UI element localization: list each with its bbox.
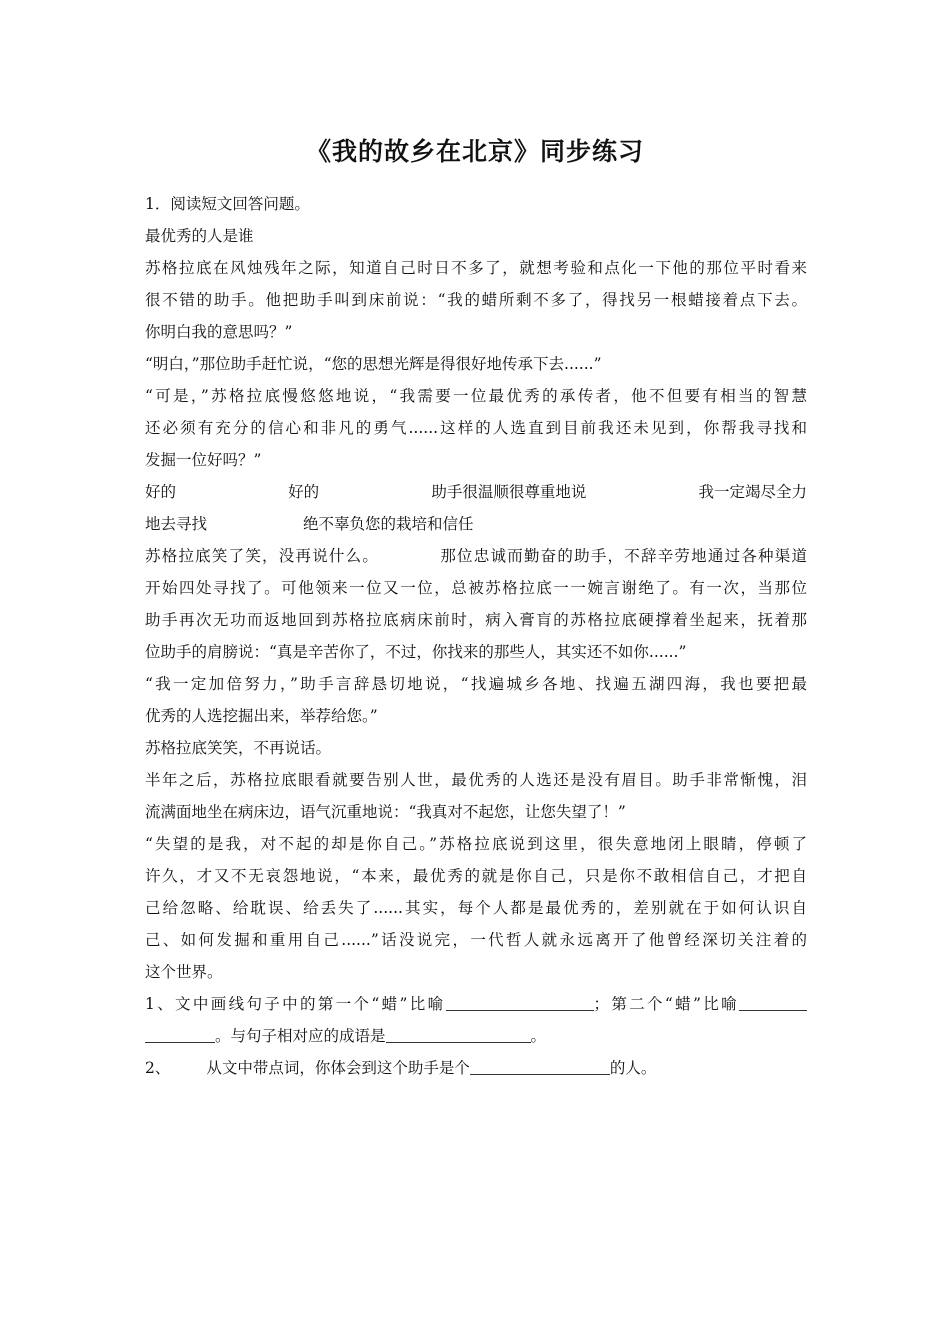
paragraph-line: 优秀的人选挖掘出来，举荐给您。” — [145, 707, 378, 725]
answer-blank[interactable] — [739, 994, 807, 1011]
paragraph-line: 流满面地坐在病床边，语气沉重地说：“我真对不起您，让您失望了！” — [145, 803, 626, 821]
paragraph-line: 己给忽略、给耽误、给丢失了......其实，每个人都是最优秀的，差别就在于如何认识自 — [145, 899, 807, 917]
paragraph-line: “明白，”那位助手赶忙说，“您的思想光辉是得很好地传承下去......” — [145, 355, 602, 373]
exercise-word: 好的 — [145, 483, 177, 501]
punctuation-exercise-line — [145, 508, 807, 540]
paragraph-line: 己、如何发掘和重用自己......”话没说完，一代哲人就永远离开了他曾经深切关注着的 — [145, 931, 807, 949]
paragraph-line: 开始四处寻找了。可他领来一位又一位，总被苏格拉底一一婉言谢绝了。有一次，当那位 — [145, 579, 807, 597]
exercise-word: 绝不辜负您的栽培和信任 — [303, 515, 474, 533]
paragraph-line: 许久，才又不无哀怨地说，“本来，最优秀的就是你自己，只是你不敢相信自己，才把自 — [145, 867, 807, 885]
exercise-word: 好的 — [288, 483, 320, 501]
paragraph-line: 发掘一位好吗？” — [145, 451, 262, 469]
question-1-line: 1、文中画线句子中的第一个“蜡”比喻 ；第二个“蜡”比喻 — [145, 988, 807, 1020]
document-body — [145, 188, 807, 1084]
paragraph-line: 这个世界。 — [145, 963, 223, 981]
answer-blank[interactable] — [470, 1058, 610, 1075]
paragraph-line: 助手再次无功而返地回到苏格拉底病床前时，病入膏肓的苏格拉底硬撑着坐起来，抚着那 — [145, 611, 807, 629]
answer-blank[interactable] — [145, 1026, 215, 1043]
paragraph-line: “失望的是我，对不起的却是你自己。”苏格拉底说到这里，很失意地闭上眼睛，停顿了 — [145, 835, 807, 853]
paragraph-line: “可是，”苏格拉底慢悠悠地说，“我需要一位最优秀的承传者，他不但要有相当的智慧 — [145, 387, 807, 405]
question-2-line: 2、 从文中带点词，你体会到这个助手是个 的人。 — [145, 1059, 657, 1077]
answer-blank[interactable] — [446, 994, 594, 1011]
paragraph-line: 半年之后，苏格拉底眼看就要告别人世，最优秀的人选还是没有眉目。助手非常惭愧，泪 — [145, 771, 807, 789]
question-1-heading: 1．阅读短文回答问题。 — [145, 195, 310, 213]
story-title: 最优秀的人是谁 — [145, 227, 254, 245]
document-title: 《我的故乡在北京》同步练习 — [305, 137, 644, 166]
punctuation-exercise-line — [145, 476, 807, 508]
paragraph-line: 苏格拉底笑笑，不再说话。 — [145, 739, 332, 757]
exercise-word: 助手很温顺很尊重地说 — [431, 483, 587, 501]
paragraph-line: 很不错的助手。他把助手叫到床前说：“我的蜡所剩不多了，得找另一根蜡接着点下去。 — [145, 291, 807, 309]
paragraph-line: 还必须有充分的信心和非凡的勇气......这样的人选直到目前我还未见到，你帮我寻找和 — [145, 419, 807, 437]
question-1-line: 。与句子相对应的成语是 。 — [145, 1020, 807, 1052]
exercise-word: 地去寻找 — [145, 515, 208, 533]
paragraph-line: 苏格拉底笑了笑，没再说什么。 那位忠诚而勤奋的助手，不辞辛劳地通过各种渠道 — [145, 547, 807, 565]
exercise-word: 我一定竭尽全力 — [698, 483, 807, 501]
paragraph-line: 苏格拉底在风烛残年之际，知道自己时日不多了，就想考验和点化一下他的那位平时看来 — [145, 259, 807, 277]
paragraph-line: “我一定加倍努力，”助手言辞恳切地说，“找遍城乡各地、找遍五湖四海，我也要把最 — [145, 675, 807, 693]
paragraph-line: 你明白我的意思吗？” — [145, 323, 293, 341]
paragraph-line: 位助手的肩膀说：“真是辛苦你了，不过，你找来的那些人，其实还不如你......” — [145, 643, 687, 661]
answer-blank[interactable] — [386, 1026, 531, 1043]
